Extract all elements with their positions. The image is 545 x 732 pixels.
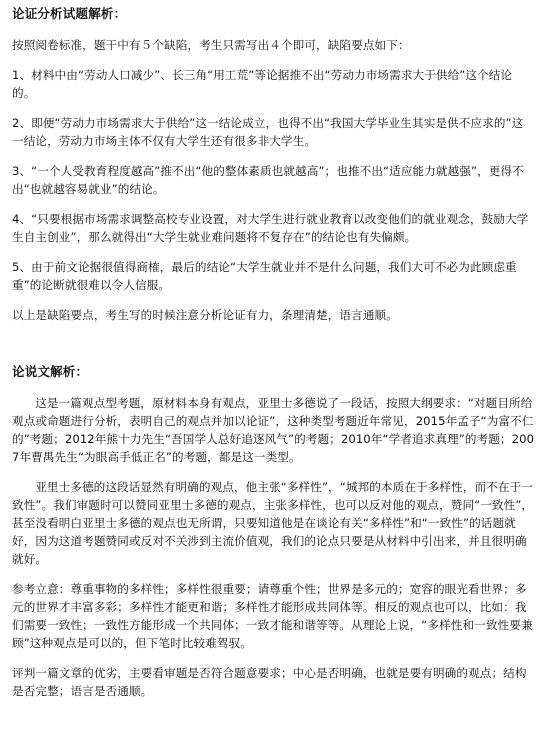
paragraph-flaw-5: 5、由于前文论据很值得商榷，最后的结论“大学生就业并不是什么问题，我们大可不必为此顾虑重重”的论断就很难以令人信服。 — [12, 260, 517, 292]
section-heading-essay: 论说文解析： — [12, 364, 89, 379]
paragraph-flaw-4: 4、“只要根据市场需求调整高校专业设置，对大学生进行就业教育以改变他们的就业观念，鼓励大学生自主创业”，那么就得出“大学生就业难问题将不复存在”的结论也有失偏颇。 — [12, 212, 529, 244]
paragraph-summary: 以上是缺陷要点，考生写的时候注意分析论证有力，条理清楚，语言通顺。 — [12, 308, 398, 322]
paragraph-flaw-3: 3、“一个人受教育程度越高”推不出“他的整体素质也就越高”；也推不出“适应能力就越强”，更得不出“也就越容易就业”的结论。 — [12, 164, 524, 196]
paragraph-evaluation-criteria: 评判一篇文章的优劣，主要看审题是否符合题意要求；中心是否明确，也就是要有明确的观点；结构是否完整；语言是否通顺。 — [12, 666, 527, 698]
paragraph-essay-type: 这是一篇观点型考题，原材料本身有观点，亚里士多德说了一段话，按照大纲要求：“对题目所给观点或命题进行分析，表明自己的观点并加以论证”，这种类型考题近年常见，2015年孟子“为富不仁的”考题；2012年熊十力先生“吾国学人总好追逐风气”的考题；2010年“学者追求真理”的考题；2007年曹禺先生“为眼高手低正名”的考题，都是这一类型。 — [12, 396, 535, 464]
section-heading-argument-analysis: 论证分析试题解析： — [12, 6, 127, 21]
paragraph-flaw-1: 1、材料中由“劳动人口减少”、长三角“用工荒”等论据推不出“劳动力市场需求大于供给”这个结论的。 — [12, 68, 513, 100]
paragraph-grading-standard: 按照阅卷标准，题干中有５个缺陷，考生只需写出４个即可，缺陷要点如下： — [12, 38, 410, 52]
paragraph-reference-theses: 参考立意：尊重事物的多样性；多样性很重要；请尊重个性；世界是多元的；宽容的眼光看世界；多元的世界才丰富多彩；多样性才能更和谐；多样性才能形成共同体等。相反的观点也可以，比如：我们需要一致性；一致性方能形成一个共同体；一致才能和谐等等。从理论上说，“多样性和一致性要兼顾”这种观点是可以的，但下笔时比较难驾驭。 — [12, 582, 533, 650]
paragraph-aristotle-view: 亚里士多德的这段话显然有明确的观点，他主张“多样性”，“城邦的本质在于多样性，而不在于一致性”。我们审题时可以赞同亚里士多德的观点，主张多样性，也可以反对他的观点，赞同“一致性”，甚至没看明白亚里士多德的观点也无所谓，只要知道他是在谈论有关“多样性”和“一致性”的话题就好，因为这道考题赞同或反对不关涉到主流价值观，我们的论点只要是从材料中引出来，并且很明确就好。 — [12, 480, 534, 566]
paragraph-flaw-2: 2、即便“劳动力市场需求大于供给”这一结论成立，也得不出“我国大学毕业生其实是供不应求的”这一结论，劳动力市场主体不仅有大学生还有很多非大学生。 — [12, 116, 524, 148]
